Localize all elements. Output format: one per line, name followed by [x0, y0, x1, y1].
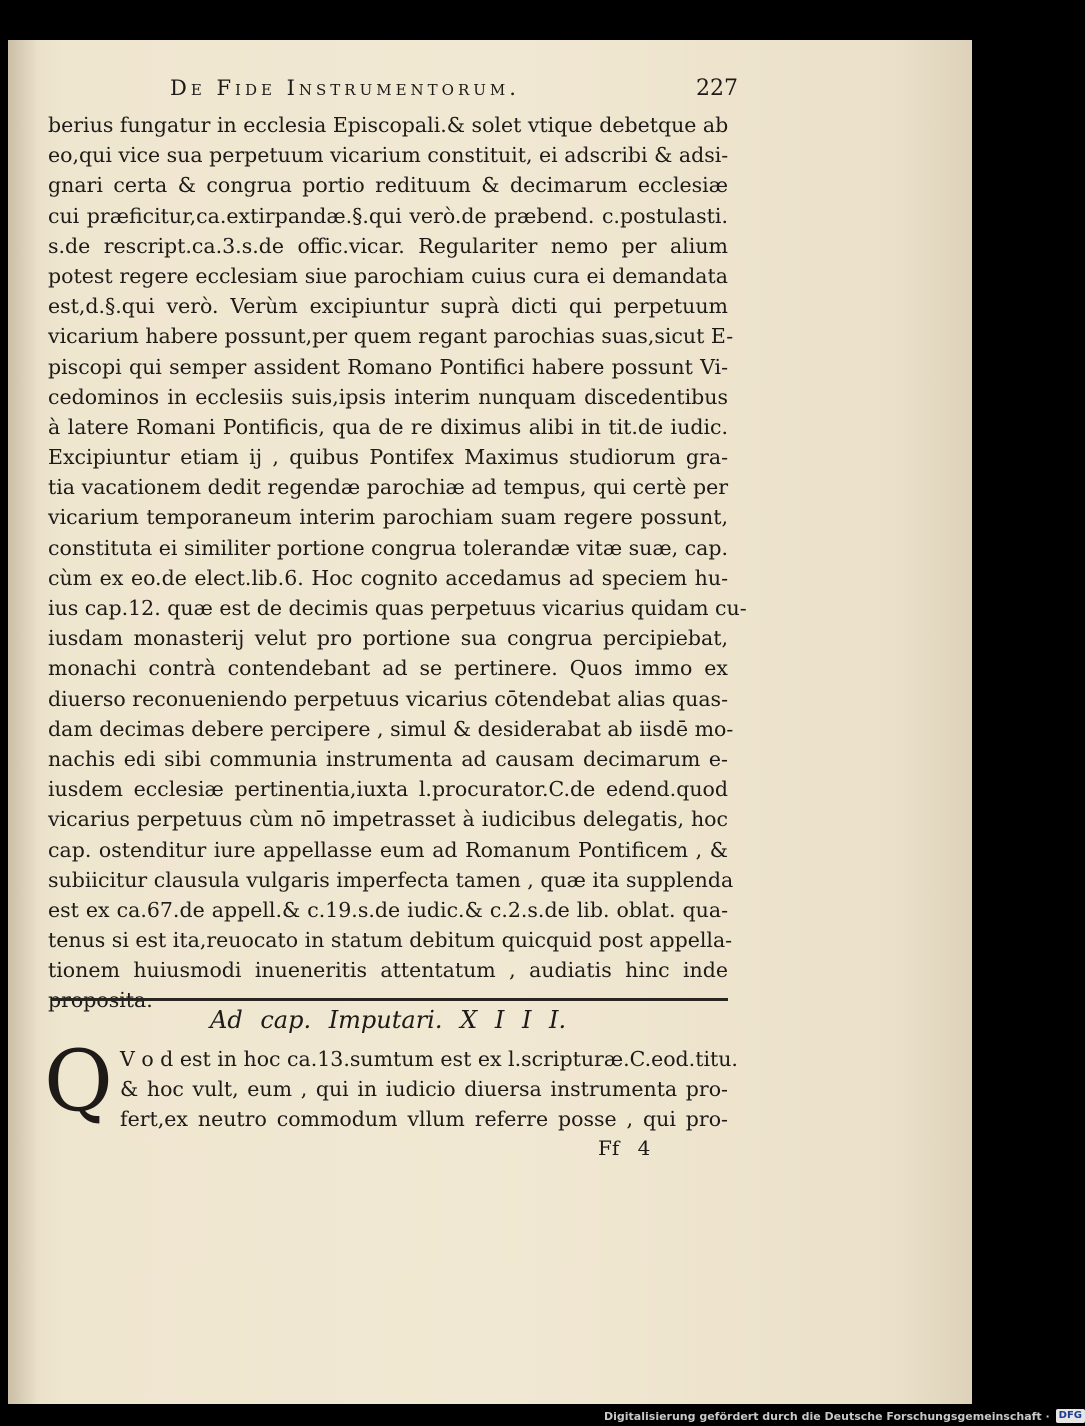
text-line: est ex ca.67.de appell.& c.19.s.de iudic.& c.2.s.de lib. oblat. qua- [48, 897, 728, 922]
text-line: potest regere ecclesiam siue parochiam cuius cura ei demandata [48, 263, 728, 288]
text-line: tia vacationem dedit regendæ parochiæ ad tempus, qui certè per [48, 475, 728, 500]
text-line: vicarius perpetuus cùm nō impetrasset à iudicibus delegatis, hoc [48, 807, 728, 832]
text-line: gnari certa & congrua portio redituum & decimarum ecclesiæ [48, 173, 728, 198]
text-line: subiicitur clausula vulgaris imperfecta tamen , quæ ita supplenda [48, 867, 734, 892]
text-line: à latere Romani Pontificis, qua de re diximus alibi in tit.de iudic. [48, 414, 728, 439]
text-line: piscopi qui semper assident Romano Pontifici habere possunt Vi- [48, 354, 728, 379]
running-title: De Fide Instrumentorum. [170, 76, 520, 100]
text-line: vicarium temporaneum interim parochiam suam regere possunt, [48, 505, 728, 530]
text-line: & hoc vult, eum , qui in iudicio diuersa instrumenta pro- [120, 1077, 728, 1102]
body-text [48, 110, 747, 1016]
text-line: est,d.§.qui verò. Verùm excipiuntur suprà dicti qui perpetuum [48, 294, 728, 319]
section-heading: Ad cap. Imputari. X I I I. [210, 1006, 567, 1034]
text-line: proposita. [48, 988, 153, 1013]
text-line: berius fungatur in ecclesia Episcopali.& solet vtique debetque ab [48, 113, 729, 137]
text-line: constituta ei similiter portione congrua tolerandæ vitæ suæ, cap. [48, 535, 728, 560]
text-line: V o d est in hoc ca.13.sumtum est ex l.scripturæ.C.eod.titu. [120, 1047, 738, 1071]
text-line: iusdam monasterij velut pro portione sua congrua percipiebat, [48, 626, 728, 651]
text-line: nachis edi sibi communia instrumenta ad causam decimarum e- [48, 746, 728, 771]
text-line: Excipiuntur etiam ij , quibus Pontifex Maximus studiorum gra- [48, 445, 728, 470]
section-text [120, 1044, 738, 1135]
text-line: diuerso reconueniendo perpetuus vicarius cōtendebat alias quas- [48, 686, 728, 711]
text-line: iusdem ecclesiæ pertinentia,iuxta l.procurator.C.de edend.quod [48, 777, 728, 802]
page-gutter-shadow [8, 40, 38, 1404]
text-line: dam decimas debere percipere , simul & desiderabat ab iisdē mo- [48, 716, 734, 741]
text-line: ius cap.12. quæ est de decimis quas perpetuus vicarius quidam cu- [48, 596, 747, 620]
digitization-footer [604, 1408, 1085, 1424]
page-number: 227 [696, 76, 738, 101]
signature-mark: Ff 4 [598, 1136, 651, 1160]
text-line: vicarium habere possunt,per quem regant parochias suas,sicut E- [48, 324, 734, 349]
funding-note: Digitalisierung gefördert durch die Deutsche Forschungsgemeinschaft · [604, 1409, 1050, 1423]
text-line: cap. ostenditur iure appellasse eum ad Romanum Pontificem , & [48, 837, 728, 862]
text-line: cedominos in ecclesiis suis,ipsis interim nunquam discedentibus [48, 384, 728, 409]
text-line: eo,qui vice sua perpetuum vicarium constituit, ei adscribi & adsi- [48, 143, 729, 168]
text-line: tionem huiusmodi inueneritis attentatum , audiatis hinc inde [48, 958, 728, 983]
text-line: monachi contrà contendebant ad se pertinere. Quos immo ex [48, 656, 728, 681]
text-line: fert,ex neutro commodum vllum referre posse , qui pro- [120, 1107, 728, 1132]
section-divider-rule [52, 998, 728, 1001]
text-line: tenus si est ita,reuocato in statum debitum quicquid post appella- [48, 928, 733, 953]
text-line: cui præficitur,ca.extirpandæ.§.qui verò.de præbend. c.postulasti. [48, 203, 728, 228]
drop-cap: Q [44, 1032, 113, 1130]
text-line: cùm ex eo.de elect.lib.6. Hoc cognito accedamus ad speciem hu- [48, 565, 728, 590]
dfg-logo: DFG [1056, 1409, 1085, 1423]
text-line: s.de rescript.ca.3.s.de offic.vicar. Regulariter nemo per alium [48, 233, 728, 258]
